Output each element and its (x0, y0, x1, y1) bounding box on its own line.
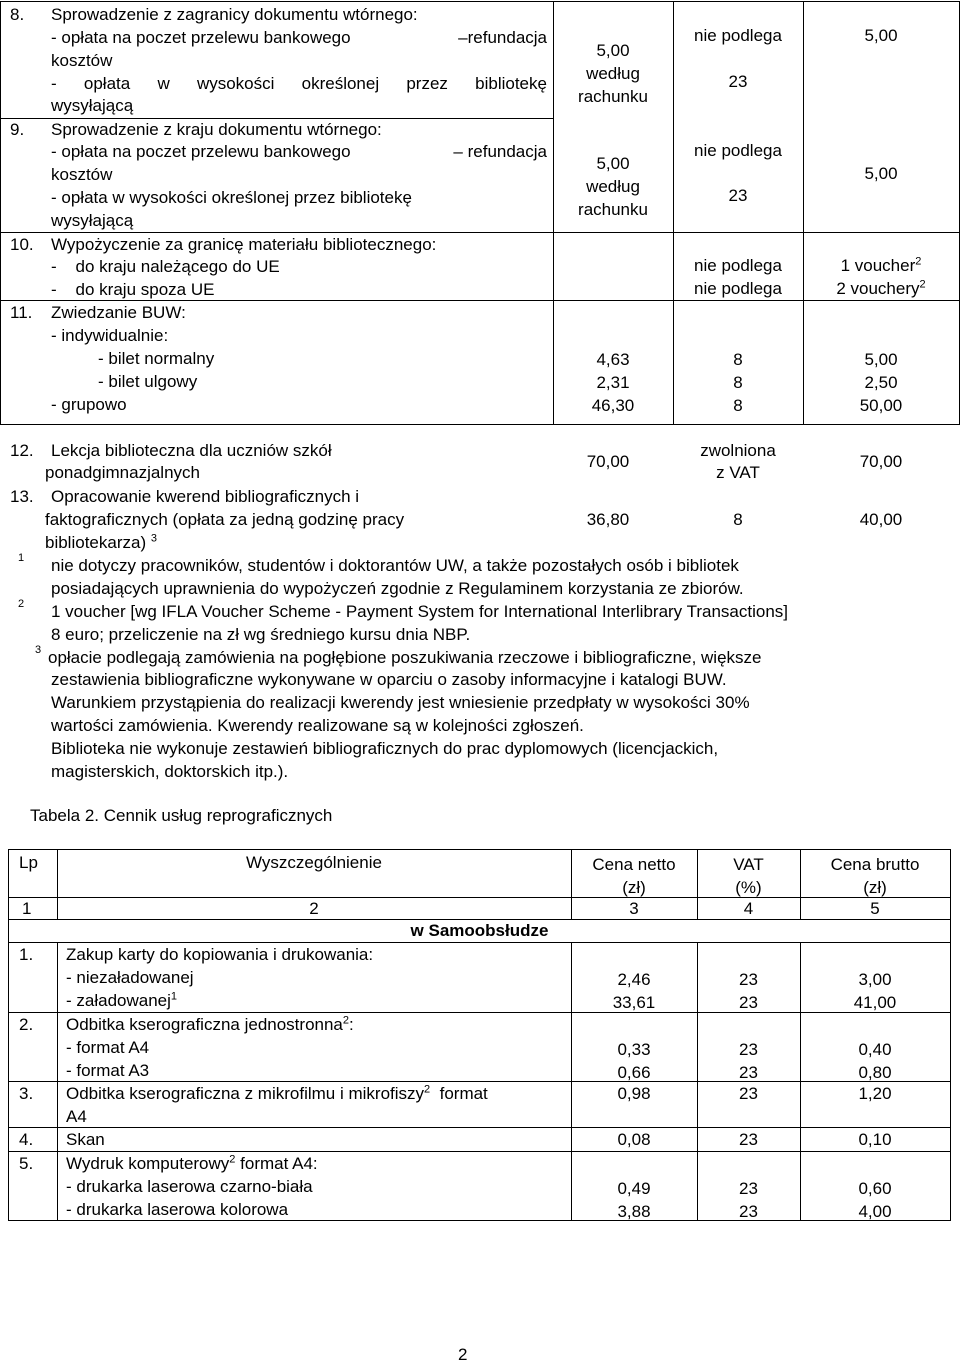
row-13-line-2: faktograficznych (opłata za jedną godzinę pracy (45, 510, 405, 529)
row-10-brutto-1: 1 voucher$^2$ (840, 255, 922, 275)
header-brutto: Cena brutto (zł) (830, 855, 920, 897)
row-11-brutto: 5,00 2,50 50,00 (859, 350, 903, 415)
t2-row-2-netto: 0,33 0,66 (617, 1040, 651, 1082)
t2-row-5-title: Wydruk komputerowy$^2$ format A4: (66, 1153, 318, 1173)
t2-row-3-number: 3. (19, 1084, 34, 1103)
colnum-1: 1 (22, 899, 32, 918)
row-11-line-1: Zwiedzanie BUW: (51, 303, 186, 322)
row-10-line-3: - do kraju spoza UE (51, 280, 215, 299)
t2-row-5-sub-2: - drukarka laserowa kolorowa (66, 1200, 289, 1219)
row-13-netto: 36,80 (586, 510, 630, 529)
colnum-5: 5 (870, 899, 880, 918)
footnote-2-line-2: 8 euro; przeliczenie na zł wg średniego kursu dnia NBP. (51, 625, 471, 644)
row-12-vat-1: zwolniona (700, 441, 776, 460)
row-10-line-2: - do kraju należącego do UE (51, 257, 280, 276)
row-8-line-2 (51, 28, 547, 48)
row-9-line-4: - opłata w wysokości określonej przez bibliotekę (51, 188, 412, 207)
row-8-line-3: kosztów (51, 51, 113, 70)
header-vat: VAT (%) (733, 855, 764, 897)
footnote-2-mark: 2 (18, 598, 25, 610)
header-netto: Cena netto (zł) (592, 855, 676, 897)
footnote-3-line-5: Biblioteka nie wykonuje zestawień bibliograficznych do prac dyplomowych (licencjackich, (51, 739, 719, 758)
t2-row-2-sub-2: - format A3 (66, 1061, 150, 1080)
t2-row-4-title: Skan (66, 1130, 105, 1149)
row-11-line-3: - bilet normalny (98, 349, 215, 368)
row-8-number: 8. (10, 5, 25, 24)
row-12-vat-2: z VAT (716, 463, 760, 482)
row-8-line-1: Sprowadzenie z zagranicy dokumentu wtórnego: (51, 5, 418, 24)
t2-row-1-netto: 2,46 33,61 (612, 970, 656, 1012)
row-10-vat-2: nie podlega (694, 279, 782, 298)
page-number: 2 (458, 1345, 468, 1364)
t2-row-2-vat: 23 23 (739, 1040, 758, 1082)
t2-row-4-netto: 0,08 (617, 1130, 651, 1149)
footnote-3-line-6: magisterskich, doktorskich itp.). (51, 762, 289, 781)
row-11-netto: 4,63 2,31 46,30 (591, 350, 635, 415)
row-8-vat-2: 23 (728, 72, 748, 91)
t2-row-5-number: 5. (19, 1154, 34, 1173)
t2-row-5-vat: 23 23 (739, 1179, 758, 1221)
row-13-brutto: 40,00 (859, 510, 903, 529)
t2-row-3-brutto: 1,20 (858, 1084, 892, 1103)
footnote-2-line-1: 1 voucher [wg IFLA Voucher Scheme - Payment System for International Interlibrary Transactions] (51, 602, 789, 621)
row-10-line-1: Wypożyczenie za granicę materiału bibliotecznego: (51, 235, 437, 254)
t2-row-1-number: 1. (19, 945, 34, 964)
footnote-3-line-2: zestawienia bibliograficzne wykonywane w oparciu o zasoby informacyjne i katalogi BUW. (51, 670, 727, 689)
colnum-3: 3 (629, 899, 639, 918)
row-8-line-2a: - opłata na poczet przelewu bankowego (51, 28, 351, 47)
row-12-number: 12. (10, 441, 34, 460)
footnote-3-line-3: Warunkiem przystąpienia do realizacji kwerendy jest wniesienie przedpłaty w wysokości 30% (51, 693, 750, 712)
t2-row-3-line-2: A4 (66, 1107, 87, 1126)
t2-row-1-brutto: 3,00 41,00 (853, 970, 897, 1012)
row-9-line-2: - opłata na poczet przelewu bankowego – refundacja (51, 142, 547, 161)
t2-row-4-number: 4. (19, 1130, 34, 1149)
row-12-brutto: 70,00 (859, 452, 903, 471)
t2-row-2-number: 2. (19, 1015, 34, 1034)
header-lp: Lp (19, 853, 38, 872)
row-13-line-1: Opracowanie kwerend bibliograficznych i (51, 487, 360, 506)
row-13-vat: 8 (733, 510, 743, 529)
footnote-1-line-2: posiadających uprawnienia do wypożyczeń zgodnie z Regulaminem korzystania ze zbiorów. (51, 579, 744, 598)
row-9-line-1: Sprowadzenie z kraju dokumentu wtórnego: (51, 120, 382, 139)
header-description: Wyszczególnienie (246, 853, 382, 872)
t2-row-5-brutto: 0,60 4,00 (858, 1179, 892, 1221)
t2-row-1-title: Zakup karty do kopiowania i drukowania: (66, 945, 374, 964)
row-9-number: 9. (10, 120, 25, 139)
section-heading: w Samoobsłudze (410, 921, 549, 940)
row-8-line-4: - opłata w wysokości określonej przez bibliotekę (51, 74, 547, 93)
t2-row-4-vat: 23 (739, 1130, 758, 1149)
row-8-line-2b: –refundacja (458, 28, 547, 47)
t2-row-1-sub-1: - niezaładowanej (66, 968, 194, 987)
row-11-line-5: - grupowo (51, 395, 127, 414)
row-10-brutto-2: 2 vouchery$^2$ (836, 278, 926, 298)
row-8-line-5: wysyłającą (51, 96, 134, 115)
row-12-line-1: Lekcja biblioteczna dla uczniów szkół (51, 441, 332, 460)
t2-row-2-brutto: 0,40 0,80 (858, 1040, 892, 1082)
row-10-vat-1: nie podlega (694, 256, 782, 275)
t2-row-5-netto: 0,49 3,88 (617, 1179, 651, 1221)
row-9-line-3: kosztów (51, 165, 113, 184)
t2-row-1-sub-2: - załadowanej$^1$ (66, 990, 178, 1010)
row-9-netto: 5,00 według rachunku (578, 154, 648, 219)
footnote-3-mark: 3 (35, 644, 42, 656)
row-11-vat: 8 8 8 (733, 350, 743, 415)
t2-row-3-title: Odbitka kserograficzna z mikrofilmu i mikrofiszy$^2$ format (66, 1083, 488, 1103)
row-8-netto: 5,00 według rachunku (578, 41, 648, 106)
t2-row-1-vat: 23 23 (739, 970, 758, 1012)
row-8-brutto: 5,00 (864, 26, 898, 45)
footnote-3-line-4: wartości zamówienia. Kwerendy realizowane są w kolejności zgłoszeń. (51, 716, 584, 735)
t2-row-4-brutto: 0,10 (858, 1130, 892, 1149)
footnote-1-mark: 1 (18, 552, 25, 564)
row-9-vat-2: 23 (728, 186, 748, 205)
t2-row-3-netto: 0,98 (617, 1084, 651, 1103)
row-12-line-2: ponadgimnazjalnych (45, 463, 200, 482)
row-9-vat-1: nie podlega (694, 141, 782, 160)
row-13-line-3: bibliotekarza) $^3$ (45, 532, 157, 552)
footnote-1-line-1: nie dotyczy pracowników, studentów i doktorantów UW, a także pozostałych osób i bibliotek (51, 556, 739, 575)
row-9-brutto: 5,00 (864, 164, 898, 183)
row-11-line-2: - indywidualnie: (51, 326, 169, 345)
colnum-4: 4 (743, 899, 754, 918)
table-2-caption: Tabela 2. Cennik usług reprograficznych (30, 806, 333, 825)
row-8-vat-1: nie podlega (694, 26, 782, 45)
t2-row-2-title: Odbitka kserograficzna jednostronna$^2$: (66, 1014, 354, 1034)
row-12-netto: 70,00 (586, 452, 630, 471)
t2-row-2-sub-1: - format A4 (66, 1038, 150, 1057)
row-11-number: 11. (10, 303, 33, 322)
footnote-3-line-1: opłacie podlegają zamówienia na pogłębione poszukiwania rzeczowe i bibliograficzne, większe (48, 648, 762, 667)
t2-row-5-sub-1: - drukarka laserowa czarno-biała (66, 1177, 313, 1196)
colnum-2: 2 (309, 899, 319, 918)
row-9-line-5: wysyłającą (51, 211, 134, 230)
row-13-number: 13. (10, 487, 34, 506)
row-11-line-4: - bilet ulgowy (98, 372, 198, 391)
t2-row-3-vat: 23 (739, 1084, 758, 1103)
row-10-number: 10. (10, 235, 34, 254)
